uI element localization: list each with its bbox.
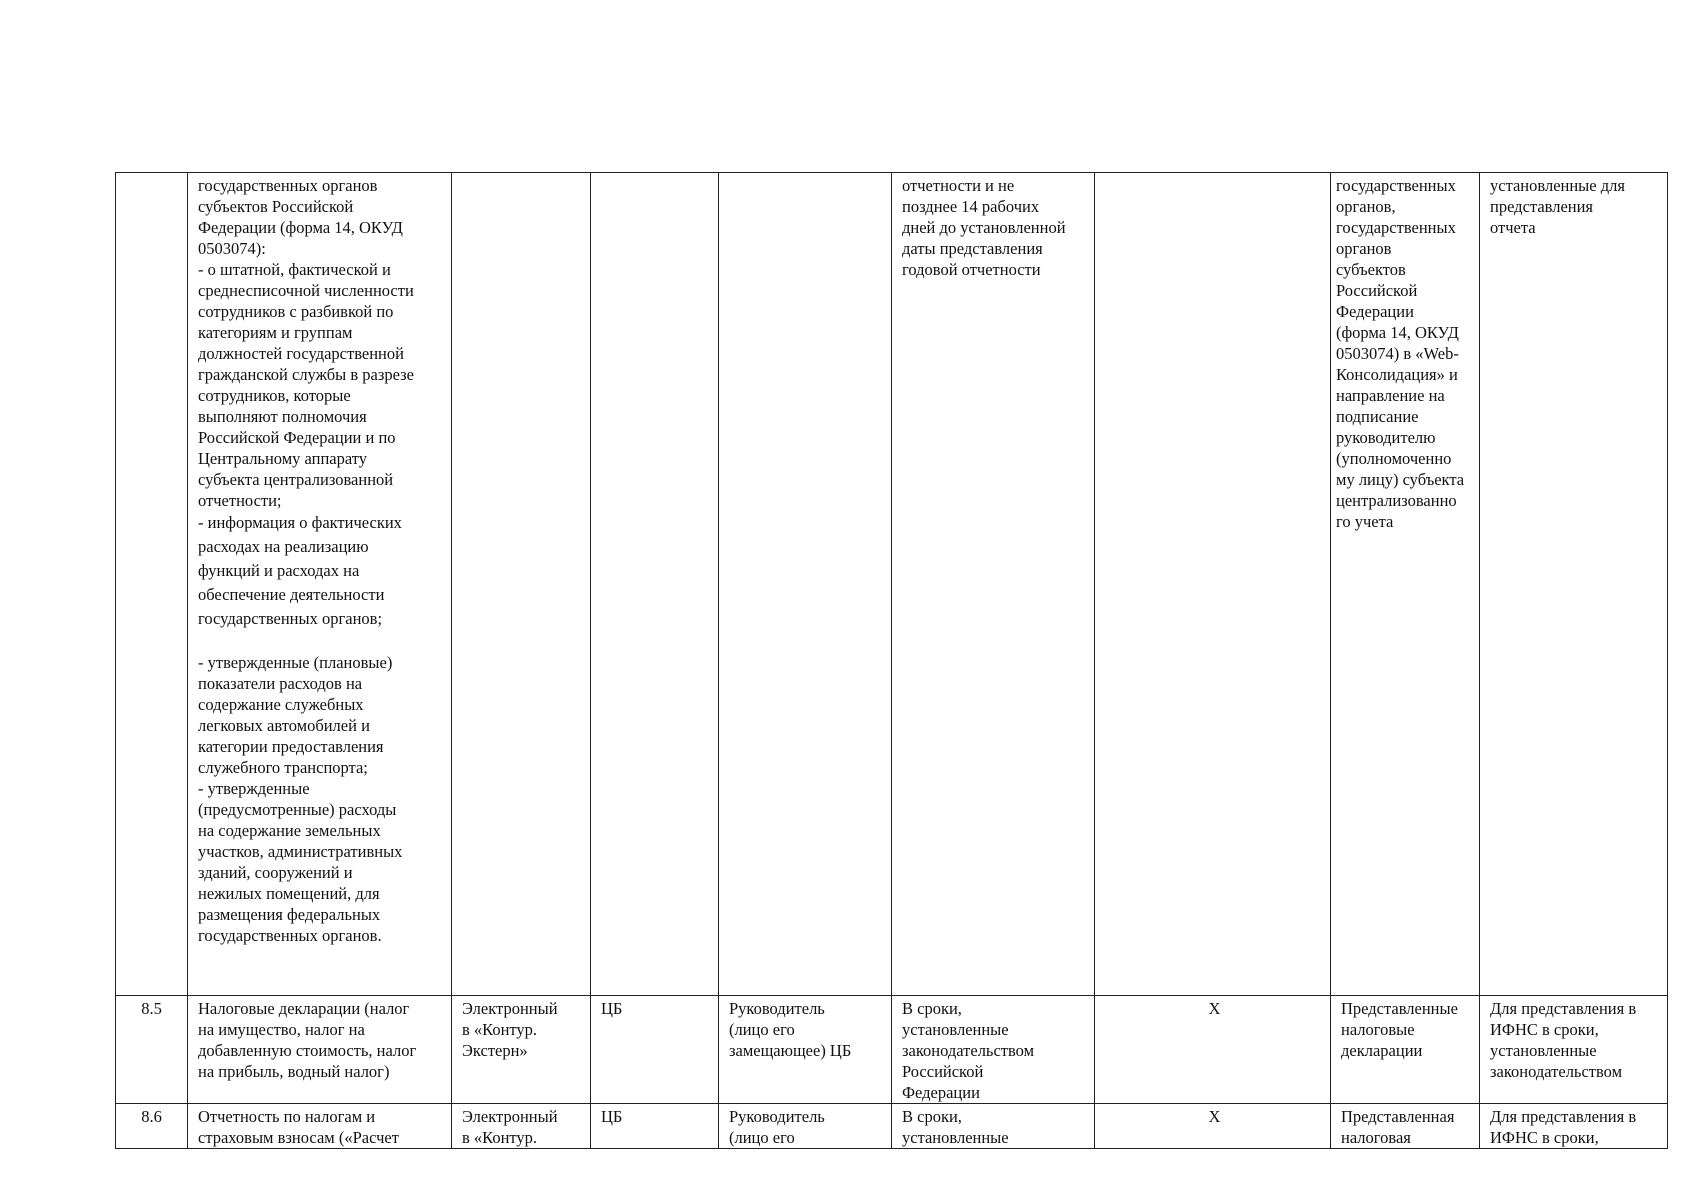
- purpose-cell: установленные для представления отчета: [1480, 173, 1668, 996]
- recipient-cell: X: [1095, 1104, 1331, 1149]
- description-cell: Отчетность по налогам и страховым взносам («Расчет: [188, 1104, 452, 1149]
- purpose-cell: Для представления в ИФНС в сроки, установленные законодательством: [1480, 996, 1668, 1104]
- table-row: [116, 1104, 1668, 1149]
- deadline-cell: В сроки, установленные: [892, 1104, 1095, 1149]
- preparer-cell: ЦБ: [591, 1104, 719, 1149]
- recipient-cell: [1095, 173, 1331, 996]
- description-text: - утвержденные (плановые) показатели расходов на содержание служебных легковых автомобилей и категории предоставления служебного транспорта; - утвержденные (предусмотренные) расходы на содержание земельных участков, административных зданий, сооружений и нежилых помещений, для размещения федеральных государственных органов.: [198, 653, 403, 945]
- deadline-cell: В сроки, установленные законодательством Российской Федерации: [892, 996, 1095, 1104]
- table-row: [116, 996, 1668, 1104]
- form-cell: [452, 173, 591, 996]
- paragraph-spacer: [198, 631, 445, 652]
- signer-cell: Руководитель (лицо его: [719, 1104, 892, 1149]
- description-text: государственных органов субъектов Российской Федерации (форма 14, ОКУД 0503074): - о штатной, фактической и среднесписочной численности сотрудников с разбивкой по категориям и группам должностей государственной гражданской службы в разрезе сотрудников, которые выполняют полномочия Российской Федерации и по Центральному аппарату субъекта централизованной отчетности;: [198, 176, 414, 510]
- row-number-cell: [116, 173, 188, 996]
- signer-cell: Руководитель (лицо его замещающее) ЦБ: [719, 996, 892, 1104]
- preparer-cell: ЦБ: [591, 996, 719, 1104]
- document-table: [115, 172, 1668, 1149]
- result-cell: Представленные налоговые декларации: [1331, 996, 1480, 1104]
- result-cell: государственных органов, государственных органов субъектов Российской Федерации (форма 14, ОКУД 0503074) в «Web- Консолидация» и направление на подписание руководителю (уполномоченно му лицу) субъекта централизованно го учета: [1331, 173, 1480, 996]
- preparer-cell: [591, 173, 719, 996]
- recipient-cell: X: [1095, 996, 1331, 1104]
- result-cell: Представленная налоговая: [1331, 1104, 1480, 1149]
- description-cell: Налоговые декларации (налог на имущество, налог на добавленную стоимость, налог на прибыль, водный налог): [188, 996, 452, 1104]
- description-text: - информация о фактических расходах на реализацию функций и расходах на обеспечение деятельности государственных органов;: [198, 513, 402, 628]
- row-number-cell: 8.5: [116, 996, 188, 1104]
- row-number-cell: 8.6: [116, 1104, 188, 1149]
- table-row: [116, 173, 1668, 996]
- form-cell: Электронный в «Контур.: [452, 1104, 591, 1149]
- form-cell: Электронный в «Контур. Экстерн»: [452, 996, 591, 1104]
- deadline-cell: отчетности и не позднее 14 рабочих дней до установленной даты представления годовой отчетности: [892, 173, 1095, 996]
- purpose-cell: Для представления в ИФНС в сроки,: [1480, 1104, 1668, 1149]
- signer-cell: [719, 173, 892, 996]
- description-cell: [188, 173, 452, 996]
